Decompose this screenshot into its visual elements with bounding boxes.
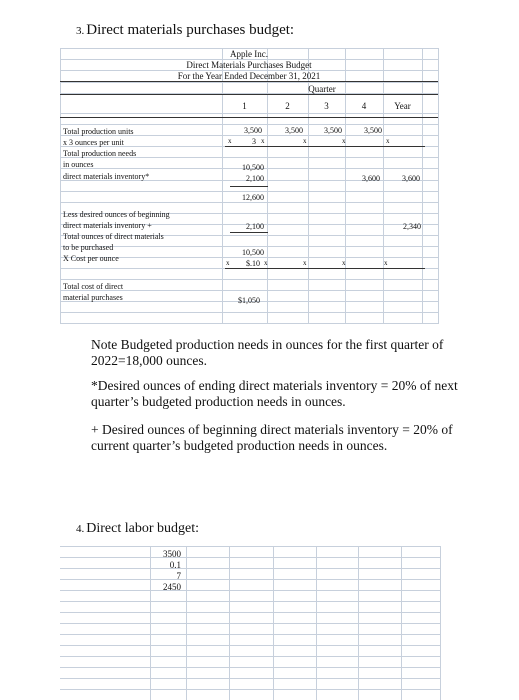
quarter-label: Quarter	[308, 84, 336, 94]
budget-name: Direct Materials Purchases Budget	[186, 60, 312, 70]
multiply-mark: x	[386, 137, 390, 145]
column-header-year: Year	[394, 101, 411, 111]
column-header-q4: 4	[361, 101, 367, 111]
labor-cell-2: 0.1	[169, 560, 181, 570]
multiply-mark: x	[228, 137, 232, 145]
column-header-q2: 2	[285, 101, 290, 111]
cell-subtotal-q1: 12,600	[242, 193, 264, 202]
row-label-total-production-needs: Total production needs	[63, 149, 137, 158]
note-production-needs: Note Budgeted production needs in ounces for the first quarter of 2022=18,000 ounces.	[91, 337, 444, 368]
cell-beginning-q1: 2,100	[246, 222, 264, 231]
cell-inventory-q1: 2,100	[246, 174, 264, 183]
labor-cell-3: 7	[176, 571, 181, 581]
row-label-ounces-per-unit: x 3 ounces per unit	[63, 138, 124, 147]
cell-beginning-year: 2,340	[403, 222, 421, 231]
cell-cost-q1: $.10	[246, 259, 260, 268]
multiply-mark: x	[342, 137, 346, 145]
multiply-mark: x	[384, 259, 388, 267]
multiply-mark: x	[261, 137, 265, 145]
labor-cell-1: 3500	[163, 549, 181, 559]
multiply-mark: x	[226, 259, 230, 267]
company-name: Apple Inc.	[230, 49, 268, 59]
section-3-heading	[76, 22, 294, 39]
cell-purchase-q1: 10,500	[242, 248, 264, 257]
multiply-mark: x	[303, 259, 307, 267]
section-number: 4.	[76, 523, 85, 535]
row-label-cost-per-ounce: X Cost per ounce	[63, 254, 119, 263]
section-title: Direct materials purchases budget:	[86, 22, 295, 38]
row-label-less-desired-1: Less desired ounces of beginning	[63, 210, 170, 219]
row-label-less-desired-2: direct materials inventory +	[63, 221, 152, 230]
row-label-total-production-units: Total production units	[63, 127, 134, 136]
column-header-q3: 3	[324, 101, 329, 111]
section-4-heading	[76, 521, 199, 537]
multiply-mark: x	[264, 259, 268, 267]
cell-units-q2: 3,500	[285, 126, 303, 135]
note-ending-inventory: *Desired ounces of ending direct materials inventory = 20% of next quarter’s budgeted production needs in ounces.	[91, 378, 458, 409]
section-number: 3.	[76, 25, 85, 37]
row-label-in-ounces: in ounces	[63, 160, 94, 169]
multiply-mark: x	[342, 259, 346, 267]
row-label-total-cost-2: material purchases	[63, 293, 123, 302]
row-label-total-cost-1: Total cost of direct	[63, 282, 124, 291]
section-title: Direct labor budget:	[86, 521, 199, 536]
budget-period: For the Year Ended December 31, 2021	[177, 71, 321, 81]
row-label-total-ounces-2: to be purchased	[63, 243, 114, 252]
cell-ounces-q1: 3	[252, 137, 256, 146]
cell-units-q3: 3,500	[324, 126, 342, 135]
multiply-mark: x	[303, 137, 307, 145]
labor-cell-4: 2450	[163, 582, 181, 592]
cell-needs-q1: 10,500	[242, 163, 264, 172]
row-label-total-ounces-1: Total ounces of direct materials	[63, 232, 164, 241]
note-beginning-inventory: + Desired ounces of beginning direct materials inventory = 20% of current quarter’s budgeted production needs in ounces.	[91, 422, 453, 453]
cell-units-q4: 3,500	[364, 126, 382, 135]
cell-total-cost-q1: $1,050	[238, 296, 260, 305]
cell-inventory-q4: 3,600	[362, 174, 380, 183]
cell-inventory-year: 3,600	[402, 174, 420, 183]
row-label-direct-materials-inventory: direct materials inventory*	[63, 172, 150, 181]
cell-units-q1: 3,500	[244, 126, 262, 135]
column-header-q1: 1	[242, 101, 247, 111]
